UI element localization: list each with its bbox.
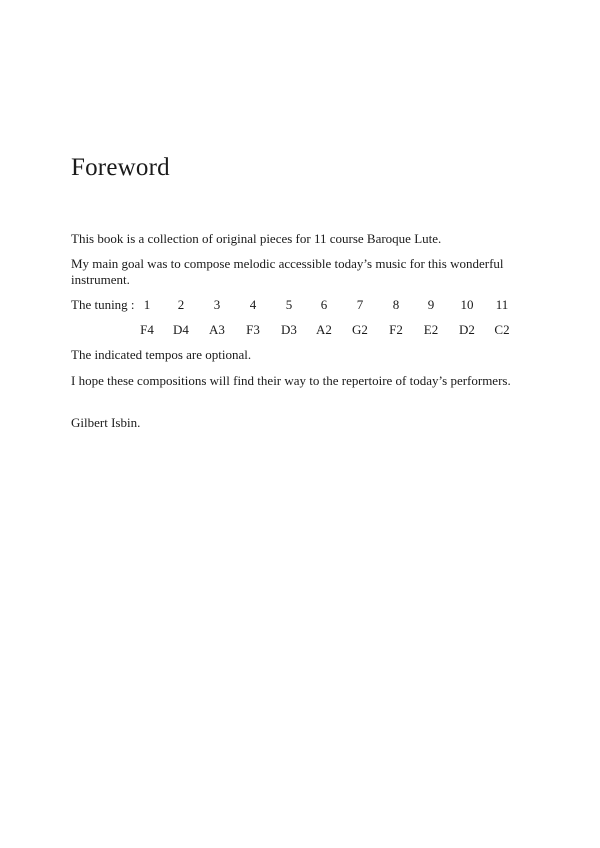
tuning-note-2: D4 [173, 322, 189, 337]
tuning-note-11: C2 [494, 322, 510, 337]
tuning-course-2: 2 [177, 297, 185, 312]
tuning-note-3: A3 [209, 322, 225, 337]
tuning-course-10: 10 [460, 297, 474, 312]
tuning-note-8: F2 [389, 322, 403, 337]
tuning-course-9: 9 [427, 297, 435, 312]
tuning-course-11: 11 [495, 297, 509, 312]
tuning-course-6: 6 [320, 297, 328, 312]
tuning-note-7: G2 [352, 322, 368, 337]
tuning-course-5: 5 [285, 297, 293, 312]
hope-paragraph: I hope these compositions will find their way to the repertoire of today’s performers. [71, 373, 511, 388]
tuning-note-6: A2 [316, 322, 332, 337]
tuning-course-4: 4 [249, 297, 257, 312]
tuning-course-1: 1 [143, 297, 151, 312]
tuning-course-8: 8 [392, 297, 400, 312]
tuning-course-3: 3 [213, 297, 221, 312]
tuning-note-5: D3 [281, 322, 297, 337]
tuning-course-7: 7 [356, 297, 364, 312]
page-title: Foreword [71, 154, 170, 181]
tuning-note-10: D2 [459, 322, 475, 337]
tuning-note-1: F4 [140, 322, 154, 337]
tuning-note-4: F3 [246, 322, 260, 337]
tuning-note-9: E2 [423, 322, 439, 337]
tuning-label: The tuning : [71, 297, 135, 312]
signature: Gilbert Isbin. [71, 415, 141, 430]
goal-paragraph: My main goal was to compose melodic accessible today’s music for this wonderful instrument. [71, 256, 504, 287]
tempos-paragraph: The indicated tempos are optional. [71, 347, 252, 362]
intro-paragraph: This book is a collection of original pieces for 11 course Baroque Lute. [71, 231, 442, 246]
